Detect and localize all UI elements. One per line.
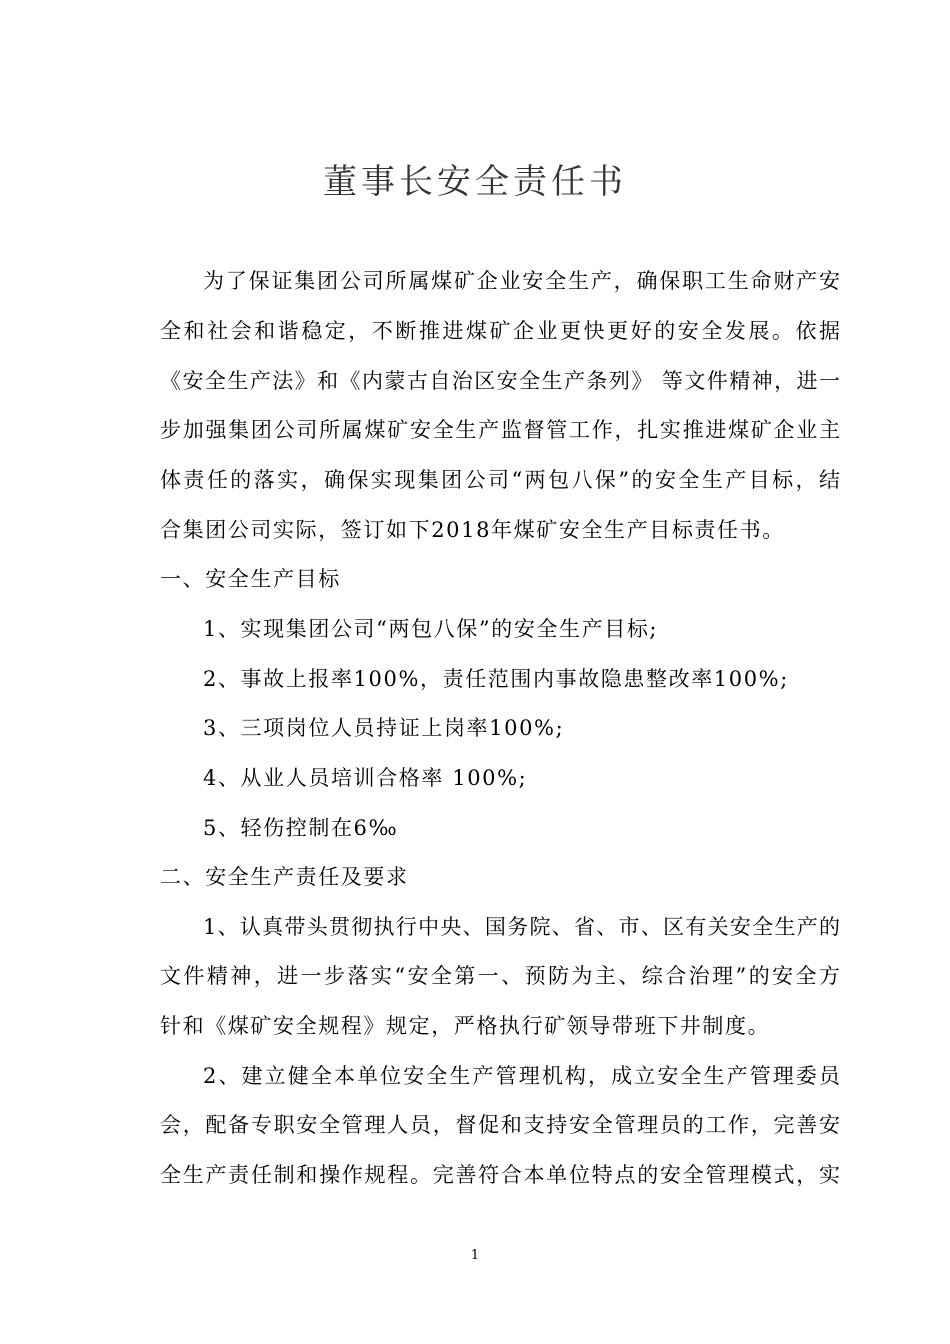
paragraph-line: 1、认真带头贯彻执行中央、国务院、省、市、区有关安全生产的	[203, 915, 840, 939]
paragraph-line: 全生产责任制和操作规程。完善符合本单位特点的安全管理模式，实	[160, 1163, 840, 1187]
list-item: 3、三项岗位人员持证上岗率100%;	[203, 716, 565, 740]
list-item: 2、事故上报率100%，责任范围内事故隐患整改率100%;	[203, 667, 789, 691]
paragraph-line: 会，配备专职安全管理人员，督促和支持安全管理员的工作，完善安	[160, 1113, 840, 1137]
paragraph-line: 步加强集团公司所属煤矿安全生产监督管工作，扎实推进煤矿企业主	[160, 418, 840, 442]
paragraph-line: 《安全生产法》和《内蒙古自治区安全生产条列》 等文件精神，进一	[160, 369, 840, 393]
paragraph-line: 针和《煤矿安全规程》规定，严格执行矿领导带班下井制度。	[160, 1014, 771, 1038]
list-item: 4、从业人员培训合格率 100%;	[203, 766, 528, 790]
list-item: 1、实现集团公司“两包八保”的安全生产目标;	[203, 617, 659, 641]
paragraph-line: 合集团公司实际，签订如下2018年煤矿安全生产目标责任书。	[160, 518, 785, 542]
paragraph-line: 为了保证集团公司所属煤矿企业安全生产，确保职工生命财产安	[203, 269, 840, 293]
section-heading: 一、安全生产目标	[160, 567, 341, 591]
paragraph-line: 文件精神，进一步落实“安全第一、预防为主、综合治理”的安全方	[160, 964, 840, 988]
paragraph-line: 体责任的落实，确保实现集团公司“两包八保”的安全生产目标，结	[160, 468, 840, 492]
paragraph-line: 全和社会和谐稳定，不断推进煤矿企业更快更好的安全发展。依据	[160, 319, 840, 343]
paragraph-line: 2、建立健全本单位安全生产管理机构，成立安全生产管理委员	[203, 1064, 840, 1088]
list-item: 5、轻伤控制在6‰	[203, 816, 399, 840]
document-title: 董事长安全责任书	[323, 162, 627, 202]
page-number: 1	[470, 1248, 480, 1263]
section-heading: 二、安全生产责任及要求	[160, 865, 409, 889]
